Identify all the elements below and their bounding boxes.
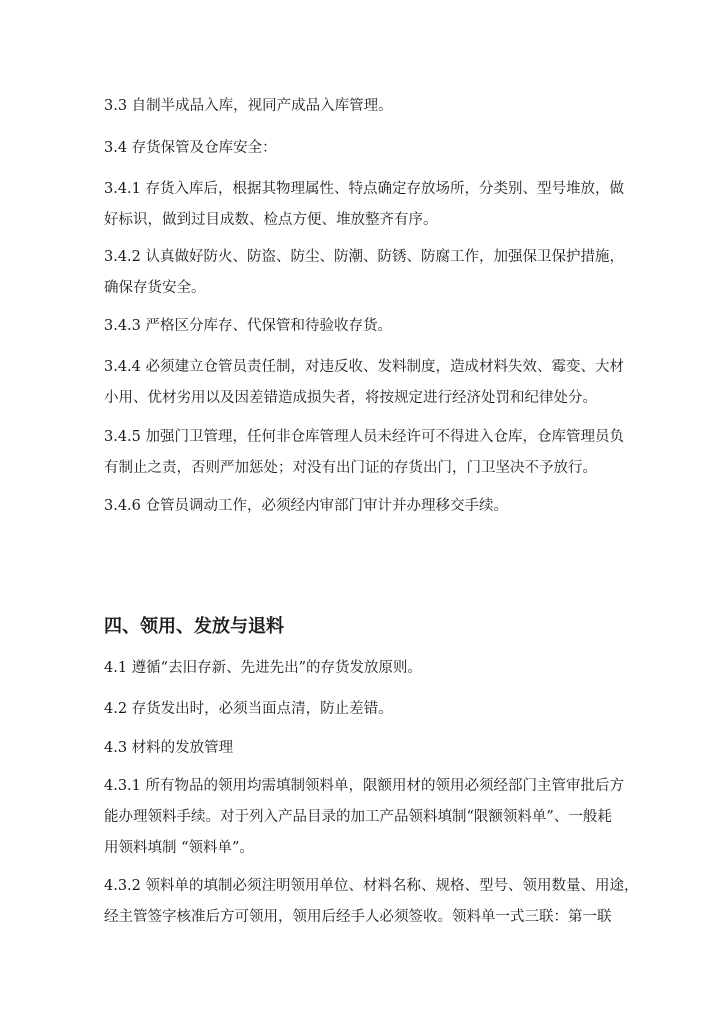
paragraph-3-4-1: [104, 174, 624, 236]
text-line: 4.1 遵循“去旧存新、先进先出”的存货发放原则。: [104, 660, 422, 676]
text-line: 好标识，做到过目成数、检点方便、堆放整齐有序。: [104, 212, 438, 228]
text-line: 经主管签字核准后方可领用，领用后经手人必须签收。领料单一式三联：第一联: [104, 909, 612, 925]
paragraph-3-4-5: [104, 422, 624, 484]
paragraph-3-4: [104, 133, 624, 164]
paragraph-3-4-6: [104, 491, 624, 522]
text-line: 3.4.4 必须建立仓管员责任制，对违反收、发料制度，造成材料失效、霉变、大材: [104, 359, 625, 375]
text-line: 3.3 自制半成品入库，视同产成品入库管理。: [104, 98, 393, 114]
paragraph-3-4-3: [104, 311, 624, 342]
text-line: 能办理领料手续。对于列入产品目录的加工产品领料填制“限额领料单”、一般耗: [104, 809, 612, 825]
text-line: 4.3 材料的发放管理: [104, 740, 234, 756]
paragraph-4-3-2: [104, 871, 639, 933]
text-line: 3.4.3 严格区分库存、代保管和待验收存货。: [104, 318, 393, 334]
paragraph-3-4-2: [104, 242, 624, 304]
text-line: 用领料填制 “领料单”。: [104, 840, 254, 856]
text-line: 3.4.5 加强门卫管理，任何非仓库管理人员未经许可不得进入仓库，仓库管理员负: [104, 429, 625, 445]
section-4-heading: 四、领用、发放与退料: [104, 616, 284, 637]
text-line: 3.4.2 认真做好防火、防盗、防尘、防潮、防锈、防腐工作，加强保卫保护措施，: [104, 249, 625, 265]
text-line: 3.4.6 仓管员调动工作，必须经内审部门审计并办理移交手续。: [104, 498, 509, 514]
text-line: 4.3.2 领料单的填制必须注明领用单位、材料名称、规格、型号、领用数量、用途，: [104, 878, 639, 894]
paragraph-4-1: [104, 653, 624, 684]
text-line: 4.3.1 所有物品的领用均需填制领料单，限额用材的领用必须经部门主管审批后方: [104, 778, 625, 794]
text-line: 4.2 存货发出时，必须当面点清，防止差错。: [104, 701, 393, 717]
text-line: 确保存货安全。: [104, 280, 206, 296]
paragraph-4-2: [104, 694, 624, 725]
paragraph-4-3: [104, 733, 624, 764]
text-line: 3.4 存货保管及仓库安全：: [104, 140, 277, 156]
paragraph-3-3: [104, 91, 624, 122]
text-line: 3.4.1 存货入库后，根据其物理属性、特点确定存放场所，分类别、型号堆放，做: [104, 181, 625, 197]
paragraph-4-3-1: [104, 771, 624, 864]
paragraph-3-4-4: [104, 352, 624, 414]
text-line: 小用、优材劣用以及因差错造成损失者，将按规定进行经济处罚和纪律处分。: [104, 390, 597, 406]
text-line: 有制止之责，否则严加惩处；对没有出门证的存货出门，门卫坚决不予放行。: [104, 460, 597, 476]
